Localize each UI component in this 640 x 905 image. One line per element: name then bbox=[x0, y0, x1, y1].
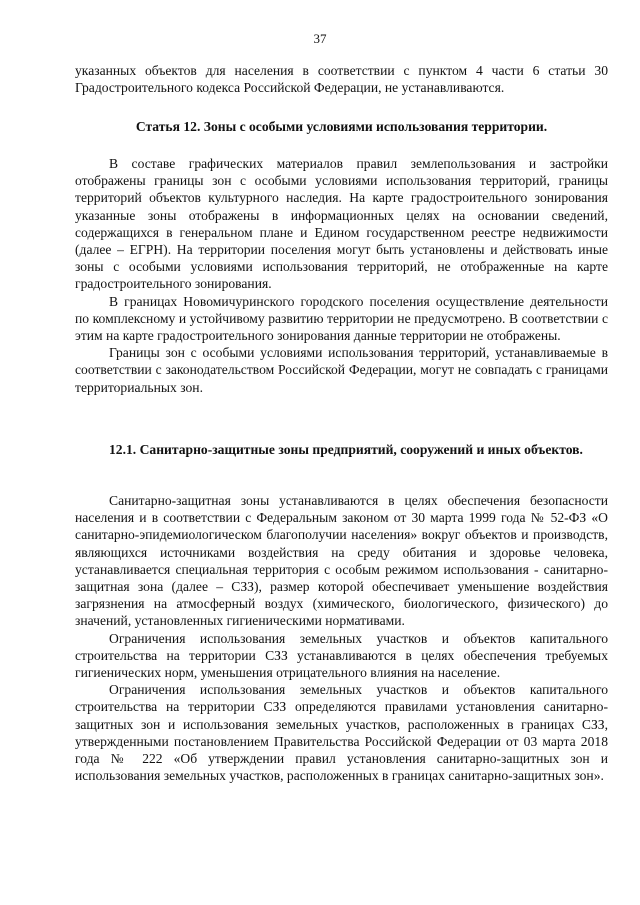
section-title: 12.1. Санитарно-защитные зоны предприятий, сооружений и иных объектов. bbox=[109, 442, 583, 457]
article-paragraph-1: В составе графических материалов правил землепользования и застройки отображены границы зон с особыми условиями использования территорий, границы территорий объектов культурного наследия. На карте градостроительного зонирования указанные зоны отображены в информационных целях на основании сведений, содержащихся в генеральном плане и Едином государственном реестре недвижимости (далее – ЕГРН). На территории поселения могут быть установлены и действовать иные зоны с особыми условиями использования территорий, не отображенные на карте градостроительного зонирования. bbox=[75, 156, 608, 292]
intro-block bbox=[75, 62, 608, 96]
intro-paragraph: указанных объектов для населения в соответствии с пунктом 4 части 6 статьи 30 Градостроительного кодекса Российской Федерации, не устанавливаются. bbox=[75, 63, 608, 96]
section-heading-block bbox=[75, 441, 608, 458]
article-body bbox=[75, 155, 608, 396]
section-paragraph-1: Санитарно-защитная зоны устанавливаются в целях обеспечения безопасности населения и в соответствии с Федеральным законом от 30 марта 1999 года № 52-ФЗ «О санитарно-эпидемиологическом благополучии населения» вокруг объектов и производств, являющихся источниками воздействия на среду обитания и здоровье человека, устанавливается специальная территория с особым режимом использования - санитарно-защитная зона (далее – СЗЗ), размер которой обеспечивает уменьшение воздействия загрязнения на атмосферный воздух (химического, биологического, физического) до значений, установленных гигиеническими нормативами. bbox=[75, 493, 608, 629]
section-paragraph-3: Ограничения использования земельных участков и объектов капитального строительства на территории СЗЗ определяются правилами установления санитарно-защитных зон и использования земельных участков, расположенных в границах СЗЗ, утвержденными постановлением Правительства Российской Федерации от 03 марта 2018 года № 222 «Об утверждении правил установления санитарно-защитных зон и использования земельных участков, расположенных в границах санитарно-защитных зон». bbox=[75, 682, 608, 784]
article-title: Статья 12. Зоны с особыми условиями использования территории. bbox=[135, 119, 548, 134]
article-paragraph-2: В границах Новомичуринского городского поселения осуществление деятельности по комплексному и устойчивому развитию территории не предусмотрено. В соответствии с этим на карте градостроительного зонирования данные территории не отображены. bbox=[75, 293, 608, 344]
page-number: 37 bbox=[313, 31, 327, 46]
article-paragraph-3: Границы зон с особыми условиями использования территорий, устанавливаемые в соответствии с законодательством Российской Федерации, могут не совпадать с границами территориальных зон. bbox=[75, 345, 608, 395]
section-paragraph-2: Ограничения использования земельных участков и объектов капитального строительства на территории СЗЗ устанавливаются в целях обеспечения требуемых гигиенических норм, уменьшения отрицательного влияния на население. bbox=[75, 630, 608, 681]
section-body bbox=[75, 492, 608, 784]
article-heading-block bbox=[75, 118, 608, 135]
